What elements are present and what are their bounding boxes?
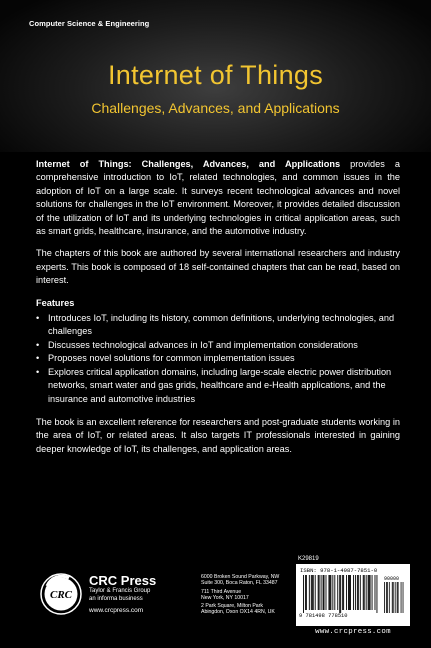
barcode-bar — [368, 575, 369, 610]
barcode-addon-bar — [389, 582, 390, 613]
barcode-bar — [326, 575, 327, 610]
isbn-barcode — [296, 564, 410, 626]
catalog-code: K29819 — [298, 556, 319, 562]
barcode-bar — [377, 575, 378, 613]
barcode-bar — [305, 575, 306, 610]
barcode-addon-bar — [401, 582, 402, 613]
barcode-addon-bar — [395, 582, 396, 613]
address-line: 711 Third Avenue — [201, 588, 242, 595]
barcode-bar — [323, 575, 324, 610]
feature-item: • Discusses technological advances in IoT and implementation considerations — [36, 339, 400, 352]
intro-title: Internet of Things: Challenges, Advances, and Applications — [36, 159, 341, 169]
barcode-bar — [349, 575, 350, 610]
barcode-bar — [342, 575, 343, 610]
intro-text: provides a comprehensive introduction to IoT, related technologies, and common issues in the adoption of IoT on a large scale. It surveys recent technological advances and novel solutions for challenges in the IoT environment. Moreover, it provides detailed discussion of the utilization of IoT and its underlying technologies in critical application areas, such as smart grids, healthcare, insurance, and the automotive industry. — [36, 159, 400, 237]
barcode-bar — [329, 575, 330, 610]
intro-paragraph — [36, 158, 400, 238]
address-line: New York, NY 10017 — [201, 594, 249, 601]
authors-paragraph: The chapters of this book are authored by several international researchers and industry experts. This book is composed of 18 self-contained chapters that can be read, based on interest. — [36, 248, 400, 286]
address-line: 6000 Broken Sound Parkway, NW — [201, 574, 280, 580]
barcode-bar — [370, 575, 371, 610]
publisher-name: CRC Press — [89, 573, 157, 588]
barcode-bar — [364, 575, 365, 610]
barcode-bar — [315, 575, 316, 610]
features-heading: Features — [36, 297, 75, 308]
barcode-bar — [366, 575, 367, 610]
barcode-bar — [332, 575, 333, 610]
address-line: 2 Park Square, Milton Park — [201, 603, 263, 610]
barcode-bar — [369, 575, 370, 610]
barcode-bar — [334, 575, 335, 610]
barcode-bar — [318, 575, 319, 610]
logo-text: CRC — [49, 589, 73, 601]
barcode-addon-bar — [397, 582, 398, 613]
address-line: Abingdon, Oxon OX14 4RN, UK — [201, 609, 275, 616]
barcode-bar — [363, 575, 364, 610]
barcode-bar — [358, 575, 359, 610]
book-title: Internet of Things — [107, 60, 324, 90]
address-boca-raton — [201, 574, 279, 587]
barcode-bar — [311, 575, 312, 610]
barcode-bar — [328, 575, 329, 610]
barcode-bar — [355, 575, 356, 610]
barcode-bar — [337, 575, 338, 610]
crc-press-logo-icon — [39, 572, 83, 616]
barcode-bar — [340, 575, 341, 613]
barcode-addon-bar — [392, 582, 393, 613]
barcode-addon-bar — [384, 582, 385, 613]
address-abingdon — [201, 603, 279, 616]
barcode-bar — [313, 575, 314, 610]
address-line: Suite 300, Boca Raton, FL 33487 — [201, 580, 278, 587]
description-block — [36, 158, 400, 465]
address-new-york — [201, 589, 279, 602]
publisher-block — [89, 574, 156, 614]
barcode-bar — [319, 575, 320, 610]
publisher-group-sub: an informa business — [89, 595, 143, 602]
barcode-bar — [339, 575, 340, 613]
barcode-addon-bar — [387, 582, 388, 613]
book-subtitle: Challenges, Advances, and Applications — [91, 100, 340, 116]
publisher-website: www.crcpress.com — [89, 607, 144, 614]
barcode-addon-bar — [403, 582, 404, 613]
barcode-bar — [357, 575, 358, 610]
barcode-addon-bar — [398, 582, 399, 613]
features-list — [36, 312, 400, 406]
barcode-bars — [300, 575, 406, 613]
barcode-bar — [350, 575, 351, 610]
feature-item: • Proposes novel solutions for common implementation issues — [36, 352, 400, 365]
barcode-addon-bar — [393, 582, 394, 613]
barcode-bar — [348, 575, 349, 610]
barcode-bar — [375, 575, 376, 610]
barcode-bar — [346, 575, 347, 610]
barcode-bar — [309, 575, 310, 610]
publisher-website-footer: www.crcpress.com — [315, 628, 391, 636]
closing-paragraph: The book is an excellent reference for researchers and post-graduate students working in the area of IoT, or related areas. It also targets IT professionals interested in gaining deeper knowledge of IoT, its challenges, and application areas. — [36, 416, 400, 454]
barcode-bar — [321, 575, 322, 610]
barcode-bar — [306, 575, 307, 610]
barcode-digits: 9 781498 778510 — [299, 613, 348, 619]
barcode-bar — [353, 575, 354, 610]
publisher-group: Taylor & Francis Group — [89, 588, 151, 594]
barcode-bar — [360, 575, 361, 610]
feature-item: • Introduces IoT, including its history, common definitions, underlying technologies, and challenges — [36, 312, 400, 339]
barcode-bar — [330, 575, 331, 610]
feature-item: • Explores critical application domains, including large-scale electric power distribution networks, smart water and gas grids, healthcare and e-Health applications, and the insurance and automotive industries — [36, 366, 400, 406]
barcode-bar — [324, 575, 325, 610]
subject-category: Computer Science & Engineering — [29, 19, 150, 28]
barcode-bar — [303, 575, 304, 613]
barcode-addon-bar — [386, 582, 387, 613]
barcode-bar — [312, 575, 313, 610]
publisher-addresses — [201, 574, 279, 618]
barcode-bar — [372, 575, 373, 610]
barcode-addon-digits: 90000 — [384, 576, 400, 582]
isbn-number: ISBN: 978-1-4987-7851-0 — [300, 567, 378, 574]
barcode-bar — [343, 575, 344, 610]
